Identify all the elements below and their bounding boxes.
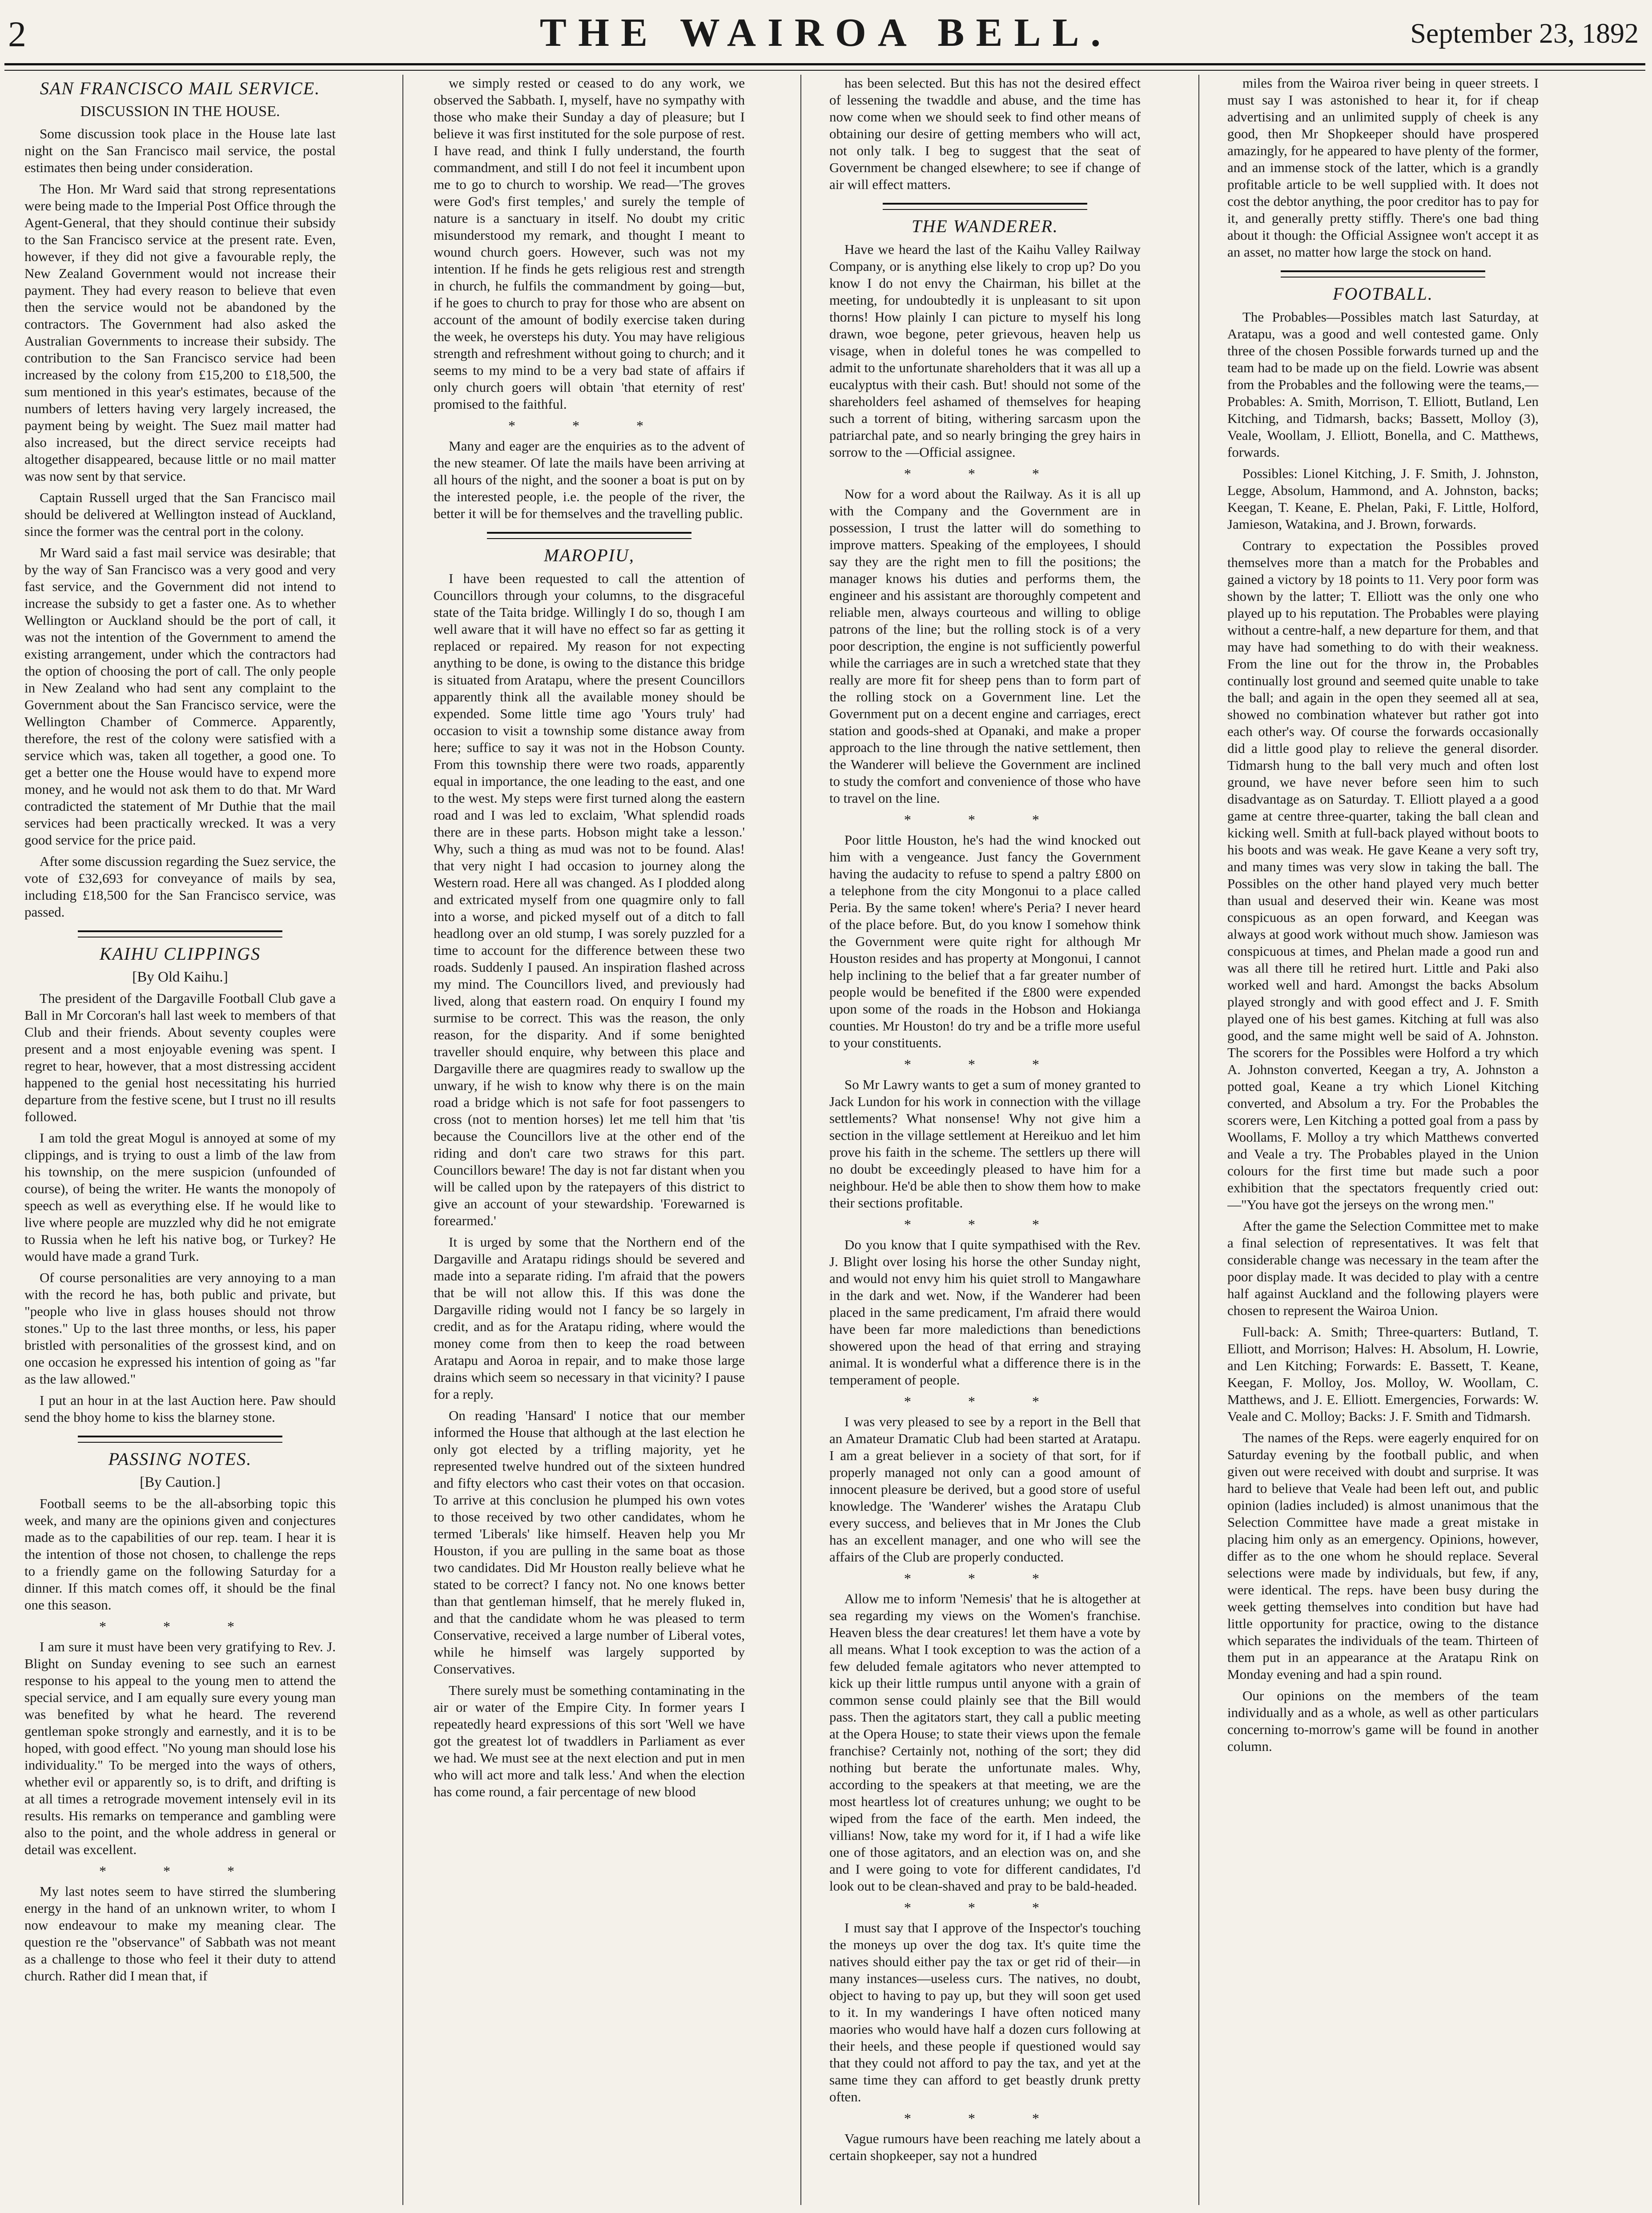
paragraph: I am sure it must have been very gratifying to Rev. J. Blight on Sunday evening to see such an earnest response to his appeal to the young men to attend the special service, and I am equally sure every young man was benefited by what he heard. The reverend gentleman spoke strongly and earnestly, and it is to be hoped, with good effect. "No young man should lose his individuality." To be merged into the ways of others, whether evil or apparently so, is to drift, and drifting is at all times a retrograde movement intensely evil in its results. His remarks on temperance and gambling were also to the point, and the whole address in general or detail was excellent. [24, 1639, 336, 1857]
article-heading: PASSING NOTES. [108, 1449, 252, 1469]
paragraph: Possibles: Lionel Kitching, J. F. Smith, J. Johnston, Legge, Absolum, Hammond, and A. Johnston, backs; Keegan, T. Keane, E. Phelan, Paki, F. Little, Holford, Jamieson, Watakina, and J. Brown, forwards. [1227, 466, 1539, 532]
paragraph: Of course personalities are very annoying to a man with the record he has, both public and private, but "people who live in glass houses should not throw stones." Up to the last three months, or less, his paper bristled with personalities of the grossest kind, and on one occasion he expressed his intention of going as "far as the law allowed." [24, 1270, 336, 1387]
paragraph: The names of the Reps. were eagerly enquired for on Saturday evening by the football public, and when given out were received with doubt and surprise. It was hard to believe that Veale had been left out, and public opinion (ladies included) is almost unanimous that the Selection Committee have made a great mistake in placing him only as an emergency. Opinions, however, differ as to the one whom he should replace. Several selections were made by individuals, but few, if any, were identical. The reps. have been busy during the week getting themselves into condition but have had little opportunity for practice, owing to the distance which separates the individuals of the team. Thirteen of them put in an appearance at the Aratapu Rink on Monday evening and had a spin round. [1227, 1430, 1539, 1682]
paragraph: miles from the Wairoa river being in queer streets. I must say I was astonished to hear it, for if cheap advertising and an unlimited supply of cheek is any good, then Mr Shopkeeper should have prospered amazingly, for he appeared to have plenty of the former, and an immense stock of the latter, which is a grandly profitable article to be well supplied with. It does not cost the debtor anything, the poor creditor has to pay for it, and generally pretty stiffly. There's one bad thing about it though: the Official Assignee won't accept it as an asset, no matter how large the stock on hand. [1227, 75, 1539, 260]
column-divider [1198, 75, 1199, 2205]
section-divider [487, 532, 691, 539]
article-heading: KAIHU CLIPPINGS [99, 944, 261, 964]
newspaper-title: THE WAIROA BELL. [539, 11, 1113, 55]
asterisk-separator: * * * [904, 466, 1066, 482]
paragraph: Have we heard the last of the Kaihu Valley Railway Company, or is anything else likely to crop up? Do you know I do not envy the Chairman, his billet at the meeting, for undoubtedly it is unpleasant to sit upon thorns! How plainly I can picture to myself his long drawn, woe begone, peter grievous, heaven help us visage, when in doleful tones he was compelled to admit to the unfortunate shareholders that it was all up a eucalyptus with their cash. But! should not some of the shareholders feel ashamed of themselves for heaping such a torrent of biting, withering sarcasm upon the patriarchal pate, and so nearly bringing the grey hairs in sorrow to the —Official assignee. [829, 241, 1141, 460]
paragraph: I am told the great Mogul is annoyed at some of my clippings, and is trying to oust a limb of the law from his township, on the mere suspicion (unfounded of course), of being the writer. He wants the monopoly of speech as well as everything else. If he would like to live where people are muzzled why did he not emigrate to Russia when he left his native bog, or Turkey? He would have made a grand Turk. [24, 1130, 336, 1264]
column-4 [1227, 75, 1539, 2205]
paragraph: I have been requested to call the attention of Councillors through your columns, to the disgraceful state of the Taita bridge. Willingly I do so, though I am well aware that it will have no effect so far as getting it replaced or repaired. My reason for not expecting anything to be done, is owing to the distance this bridge is situated from Aratapu, where the present Councillors apparently think all the available money should be expended. Some little time ago 'Yours truly' had occasion to visit a township some distance away from here; suffice to say it was not in the Hobson County. From this township there were two roads, apparently equal in importance, the one leading to the east, and one to the west. My steps were first turned along the eastern road and I was led to exclaim, 'What splendid roads there are in these parts. Hobson might take a lesson.' Why, such a thing as mud was not to be found. Alas! that very night I had occasion to journey along the Western road. Here all was changed. As I plodded along and extricated myself from one quagmire only to fall into a worse, and picked myself out of a ditch to fall headlong over an old stump, I was sorely puzzled for a time to account for the difference between these two roads. Suddenly I paused. An inspiration flashed across my mind. The Councillors lived, and previously had lived, along that eastern road. On enquiry I found my surmise to be correct. This was the reason, the only reason, for the disparity. And if some benighted traveller should enquire, why between this place and Dargaville there are quagmires ready to swallow up the unwary, if he wish to know why there is on the main road a bridge which is not safe for foot passengers to cross (not to mention horses) let me tell him that 'tis because the Councillors live at the other end of the riding and don't care two straws for this part. Councillors beware! The day is not far distant when you will be called upon by the ratepayers of this district to give an account of your stewardship. 'Forewarned is forearmed.' [434, 571, 745, 1228]
paragraph: Allow me to inform 'Nemesis' that he is altogether at sea regarding my views on the Women's franchise. Heaven bless the dear creatures! let them have a vote by all means. What I took exception to was the action of a few deluded female agitators who never attempted to kick up their little rumpus until anyone with a grain of common sense could plainly see that the Bill would pass. Then the agitators start, they call a public meeting at the Opera House; to state their views upon the female franchise? Certainly not, nothing of the sort; they did nothing but berate the unfortunate males. Why, according to the speakers at that meeting, we are the most heartless lot of creatures unhung; we ought to be wiped from the face of the earth. Men indeed, the villians! Now, take my word for it, if I had a wife like one of those agitators, and an election was on, and she and I were going to vote for different candidates, I'd look out to be clean-shaved and pray to be bald-headed. [829, 1591, 1141, 1894]
asterisk-separator: * * * [904, 1899, 1066, 1915]
paragraph: Mr Ward said a fast mail service was desirable; that by the way of San Francisco was a very good and very fast service, and the Government did not intend to increase the subsidy to get a faster one. As to whether Wellington or Auckland should be the port of call, it was not the intention of the Government to amend the existing arrangement, under which the contractors had the option of choosing the port of call. The only people in New Zealand who had sent any complaint to the Government about the San Francisco service, were the Wellington Chamber of Commerce. Apparently, therefore, the rest of the colony were satisfied with a service which was, taken all together, a good one. To get a better one the House would have to expend more money, and he would not ask them to do that. Mr Ward contradicted the statement of Mr Duthie that the mail services had been practically wrecked. It was a very good service for the price paid. [24, 545, 336, 848]
paragraph: we simply rested or ceased to do any work, we observed the Sabbath. I, myself, have no sympathy with those who make their Sunday a day of pleasure; but I believe it was first instituted for the sole purpose of rest. I have read, and think I fully understand, the fourth commandment, and still I do not feel it incumbent upon me to go to church to worship. We read—'The groves were God's first temples,' and surely the temple of nature is a sanctuary in itself. No doubt my critic misunderstood my remark, and thought I meant to wound church goers. However, such was not my intention. If he finds he gets religious rest and strength in church, he fulfils the commandment by going—but, if he goes to church to pray for those who are absent on account of the amount of bodily exercise taken during the week, he oversteps his duty. You may have religious strength and refreshment without going to church; and it seems to my mind to be a very bad state of affairs if only church goers will obtain 'that eternity of rest' promised to the faithful. [434, 75, 745, 412]
masthead [0, 0, 1652, 58]
paragraph: On reading 'Hansard' I notice that our member informed the House that although at the last election he only got elected by a trifling majority, yet he represented twelve hundred out of the sixteen hundred and fifty electors who cast their votes on that occasion. To arrive at this conclusion he plumped his own votes to those received by two other candidates, whom he termed 'Liberals' like himself. Heaven help you Mr Houston, if you are pulling in the same boat as those two candidates. Did Mr Houston really believe what he stated to be correct? I fancy not. No one knows better than that gentleman himself, that he merely fluked in, and that the candidate whom he was pleased to term Conservative, received a large number of Liberal votes, while he himself was largely supported by Conservatives. [434, 1408, 745, 1677]
paragraph: Captain Russell urged that the San Francisco mail should be delivered at Wellington instead of Auckland, since the former was the central port in the colony. [24, 490, 336, 539]
paragraph: has been selected. But this has not the desired effect of lessening the twaddle and abuse, and the time has now come when we should seek to find other means of obtaining our desire of getting members who will act, not only talk. I beg to suggest that the seat of Government be changed elsewhere; to see if change of air will effect matters. [829, 75, 1141, 192]
paragraph: The Hon. Mr Ward said that strong representations were being made to the Imperial Post Office through the Agent-General, that they should continue their subsidy to the San Francisco service at the present rate. Even, however, if they did not give a favourable reply, the New Zealand Government would not increase their payment. They had every reason to believe that even then the service would not be abandoned by the contractors. The Government had also asked the Australian Governments to increase their subsidy. The contribution to the San Francisco service had been increased by the colony from £15,200 to £18,500, the sum mentioned in this year's estimates, because of the numbers of letters having very largely increased, the payment being by weight. The Suez mail matter had also increased, but the direct service receipts had altogether disappeared, because little or no mail matter was now sent by that service. [24, 181, 336, 484]
column-1 [24, 75, 336, 2205]
paragraph: The Probables—Possibles match last Saturday, at Aratapu, was a good and well contested game. Only three of the chosen Possible forwards turned up and the team had to be made up on the field. Lowrie was absent from the Probables and the following were the teams,— Probables: A. Smith, Morrison, T. Elliott, Butland, Len Kitching, and Tidmarsh, backs; Bassett, Molloy (3), Veale, Woollam, J. Elliott, Bonella, and C. Matthews, forwards. [1227, 309, 1539, 460]
byline: [By Caution.] [140, 1474, 221, 1490]
section-divider [78, 1436, 282, 1443]
paragraph: My last notes seem to have stirred the slumbering energy in the hand of an unknown writer, to whom I now endeavour to make my meaning clear. The question re the "observance" of Sabbath was not meant as a challenge to those who feel it their duty to attend church. Rather did I mean that, if [24, 1883, 336, 1984]
asterisk-separator: * * * [904, 1570, 1066, 1586]
masthead-rule [4, 63, 1645, 71]
paragraph: The president of the Dargaville Football Club gave a Ball in Mr Corcoran's hall last week to members of that Club and their friends. About seventy couples were present and a most enjoyable evening was spent. I regret to hear, however, that a most distressing accident happened to the genial host necessitating his hurried departure from the festive scene, but I trust no ill results followed. [24, 990, 336, 1124]
asterisk-separator: * * * [904, 1393, 1066, 1409]
article-heading: MAROPIU, [544, 545, 635, 565]
paragraph: Football seems to be the all-absorbing topic this week, and many are the opinions given and conjectures made as to the capabilities of our rep. team. I hear it is the intention of those not chosen, to challenge the reps to a friendly game on the following Saturday for a dinner. If this match comes off, it should be the final one this season. [24, 1496, 336, 1613]
paragraph: Poor little Houston, he's had the wind knocked out him with a vengeance. Just fancy the Government having the audacity to refuse to spend a paltry £800 on a telephone from the city Mongonui to a place called Peria. By the same token! where's Peria? I never heard of the place before. But, do you know I somehow think the Government were quite right for although Mr Houston resides and has property at Mongonui, I cannot help inclining to the belief that a far greater number of people would be benefited if the £800 were expended upon some of the roads in the Hobson and Hokianga counties. Mr Houston! do try and be a trifle more useful to your constituents. [829, 832, 1141, 1050]
paragraph: Do you know that I quite sympathised with the Rev. J. Blight over losing his horse the other Sunday night, and would not envy him his quiet stroll to Mangawhare in the dark and wet. Now, if the Wanderer had been placed in the same predicament, I'm afraid there would have been far more maledictions than benedictions showered upon the head of that erring and straying animal. It is wonderful what a difference there is in the temperament of people. [829, 1237, 1141, 1388]
asterisk-separator: * * * [904, 2110, 1066, 2126]
asterisk-separator: * * * [99, 1618, 261, 1634]
byline: [By Old Kaihu.] [132, 969, 228, 985]
paragraph: So Mr Lawry wants to get a sum of money granted to Jack Lundon for his work in connection with the village settlements? What nonsense! Why not give him a section in the village settlement at Hereikuo and let him prove his faith in the scheme. The settlers up there will no doubt be exceedingly pleased to have him for a neighbour. He'd be able then to show them how to make their sections profitable. [829, 1077, 1141, 1211]
paragraph: After some discussion regarding the Suez service, the vote of £32,693 for conveyance of mails by sea, including £18,500 for the San Francisco service, was passed. [24, 853, 336, 920]
asterisk-separator: * * * [904, 1216, 1066, 1232]
paragraph: Many and eager are the enquiries as to the advent of the new steamer. Of late the mails have been arriving at all hours of the night, and the sooner a boat is put on by the interested people, i.e. the people of the river, the better it will be for themselves and the travelling public. [434, 438, 745, 521]
column-divider [800, 75, 801, 2205]
asterisk-separator: * * * [904, 812, 1066, 828]
article-heading: FOOTBALL. [1333, 284, 1433, 304]
column-divider [402, 75, 403, 2205]
paragraph: I put an hour in at the last Auction here. Paw should send the bhoy home to kiss the blarney stone. [24, 1392, 336, 1425]
paragraph: Contrary to expectation the Possibles proved themselves more than a match for the Probables and gained a victory by 18 points to 11. Very poor form was shown by the latter; T. Elliott was the only one who played up to his reputation. The Probables were playing without a centre-half, a new departure for them, and that may have had something to do with their weakness. From the line out for the throw in, the Probables continually lost ground and seemed quite unable to take the ball; and again in the open they seemed all at sea, showed no combination whatever but rather got into each other's way. Of course the forwards occasionally did a little good play to relieve the general disorder. Tidmarsh hung to the ball very much and often lost ground, we have never before seen him to such disadvantage as on Saturday. T. Elliott played a a good game at centre three-quarter, taking the ball clean and kicking well. Smith at full-back played without boots to his boots and was weak. He gave Keane a very soft try, and many times was very slow in taking the ball. The Possibles on the other hand played very much better than usual and deserved their win. Keane was most conspicuous as an open forward, and Keegan was always at good work without much show. Jamieson was conspicuous at times, and Phelan made a good run and was all there till he retired hurt. Little and Paki also worked well and hard. Amongst the backs Absolum played strongly and with good effect and J. F. Smith played one of his best games. Kitching at full was also good, and the same might well be said of A. Johnston. The scorers for the Possibles were Holford a try which A. Johnston converted, Keegan a try, A. Johnston a potted goal, Keane a try which Lionel Kitching converted, and Absolum a try. For the Probables the scorers were, Len Kitching a potted goal from a pass by Woollams, F. Molloy a try which Matthews converted and Veale a try. The Probables played in the Union colours for the first time but made such a poor exhibition that the spectators frequently cried out: —"You have got the jerseys on the wrong men." [1227, 538, 1539, 1212]
article-heading: SAN FRANCISCO MAIL SERVICE. [40, 78, 321, 98]
paragraph: It is urged by some that the Northern end of the Dargaville and Aratapu ridings should be severed and made into a separate riding. I'm afraid that the powers that be will not allow this. If this was done the Dargaville riding would not I fancy be so largely in credit, and as for the Aratapu riding, where would the money come from then to keep the road between Aratapu and Aoroa in repair, and to make those large drains which seem so necessary in that vicinity? I pause for a reply. [434, 1234, 745, 1402]
paragraph: I must say that I approve of the Inspector's touching the moneys up over the dog tax. It's quite time the natives should either pay the tax or get rid of their—in many instances—useless curs. The natives, no doubt, object to having to pay up, but they will soon get used to it. In my wanderings I have often noticed many maories who would have half a dozen curs following at their heels, and these people if questioned would say that they could not afford to pay the tax, and yet at the same time they can afford to get beastly drunk pretty often. [829, 1920, 1141, 2104]
section-divider [883, 203, 1087, 210]
column-2 [434, 75, 745, 2205]
paragraph: There surely must be something contaminating in the air or water of the Empire City. In former years I repeatedly heard expressions of this sort 'Well we have got the greatest lot of twaddlers in Parliament as ever we had. We must see at the next election and put in men who will act more and talk less.' And when the election has come round, a fair percentage of new blood [434, 1682, 745, 1799]
paragraph: After the game the Selection Committee met to make a final selection of representatives. It was felt that considerable change was necessary in the team after the poor display made. It was decided to play with a centre half against Auckland and the following players were chosen to represent the Wairoa Union. [1227, 1218, 1539, 1318]
paragraph: Now for a word about the Railway. As it is all up with the Company and the Government are in possession, I trust the latter will do something to improve matters. Speaking of the employees, I should say they are the right men to fill the positions; the manager knows his duties and performs them, the engineer and his assistant are thoroughly competent and reliable men, always courteous and willing to oblige patrons of the line; but the rolling stock is of a very poor description, the engine is not sufficiently powerful while the carriages are in such a wretched state that they really are more fit for sheep pens than to form part of the rolling stock on a Government line. Let the Government put on a decent engine and carriages, erect station and goods-shed at Opanaki, and make a proper approach to the line through the native settlement, then the Wanderer will believe the Government are inclined to study the comfort and convenience of those who have to travel on the line. [829, 486, 1141, 806]
paragraph: Full-back: A. Smith; Three-quarters: Butland, T. Elliott, and Morrison; Halves: H. Absolum, H. Lowrie, and Len Kitching; Forwards: E. Bassett, T. Keane, Keegan, F. Molloy, Jos. Molloy, W. Woollam, C. Matthews, and J. E. Elliott. Emergencies, Forwards: W. Veale and C. Molloy; Backs: J. F. Smith and Tidmarsh. [1227, 1324, 1539, 1424]
section-divider [78, 930, 282, 938]
article-subheading: DISCUSSION IN THE HOUSE. [80, 103, 280, 120]
article-heading: THE WANDERER. [912, 216, 1058, 236]
asterisk-separator: * * * [99, 1863, 261, 1879]
asterisk-separator: * * * [904, 1056, 1066, 1072]
column-3 [829, 75, 1141, 2205]
paragraph: I was very pleased to see by a report in the Bell that an Amateur Dramatic Club had been started at Aratapu. I am a great believer in a society of that sort, for if properly managed not only can a good amount of innocent pleasure be derived, but a good store of useful knowledge. The 'Wanderer' wishes the Aratapu Club every success, and believes that in Mr Jones the Club has an excellent manager, and one who will see the affairs of the Club are properly conducted. [829, 1414, 1141, 1565]
paragraph: Some discussion took place in the House late last night on the San Francisco mail service, the postal estimates then being under consideration. [24, 126, 336, 175]
asterisk-separator: * * * [508, 418, 670, 434]
section-divider [1281, 270, 1485, 278]
issue-date: September 23, 1892 [1410, 17, 1639, 49]
page-number: 2 [8, 14, 26, 54]
paragraph: Vague rumours have been reaching me lately about a certain shopkeeper, say not a hundred [829, 2131, 1141, 2163]
paragraph: Our opinions on the members of the team individually and as a whole, as well as other particulars concerning to-morrow's game will be found in another column. [1227, 1688, 1539, 1754]
